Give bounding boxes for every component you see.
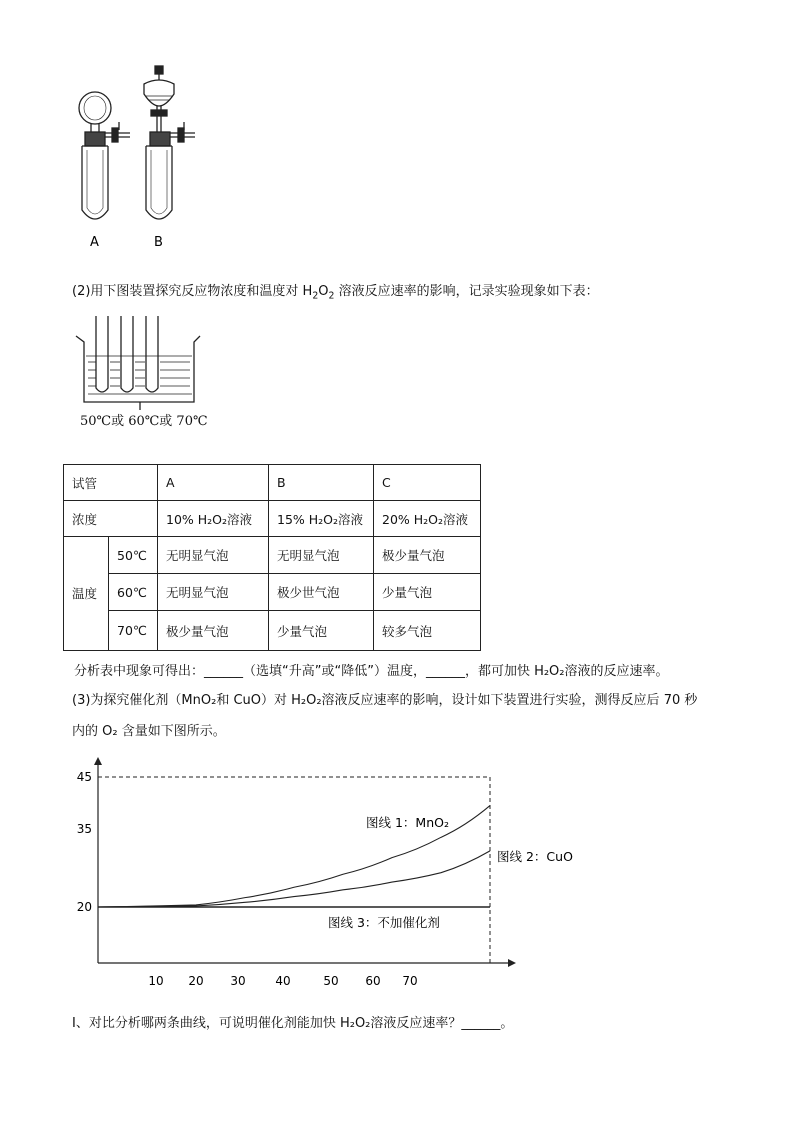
series-label-2: 图线 2：CuO — [497, 849, 573, 864]
series-label-3: 图线 3：不加催化剂 — [328, 915, 440, 930]
conc-b: 15% H₂O₂溶液 — [269, 501, 374, 537]
x-tick-label: 70 — [402, 974, 418, 988]
temp-70: 70℃ — [109, 611, 158, 651]
header-col-a: A — [158, 465, 269, 501]
x-tick-label: 10 — [148, 974, 164, 988]
header-col-c: C — [374, 465, 481, 501]
table-cell: 无明显气泡 — [158, 537, 269, 574]
table-cell: 无明显气泡 — [158, 574, 269, 611]
question-i-text: Ⅰ、对比分析哪两条曲线，可说明催化剂能加快 H₂O₂溶液反应速率？______。 — [72, 1016, 514, 1031]
table-cell: 极少世气泡 — [269, 574, 374, 611]
question-3-line1: (3)为探究催化剂（MnO₂和 CuO）对 H₂O₂溶液反应速率的影响，设计如下装置进行实验，测得反应后 70 秒 — [72, 693, 698, 708]
apparatus-b — [144, 66, 195, 219]
question-3-line2: 内的 O₂ 含量如下图所示。 — [72, 724, 226, 739]
chart-axes — [94, 757, 516, 967]
o2-chart — [60, 755, 573, 995]
y-axis-arrow — [94, 757, 102, 765]
question-2-text: (2)用下图装置探究反应物浓度和温度对 $H_2O_2$ 溶液反应速率的影响，记录实验现象如下表： — [72, 284, 599, 302]
series-label-1: 图线 1：MnO₂ — [366, 815, 449, 830]
x-tick-label: 40 — [275, 974, 291, 988]
table-cell: 少量气泡 — [374, 574, 481, 611]
header-col-b: B — [269, 465, 374, 501]
y-tick-label: 35 — [76, 822, 92, 836]
temp-50: 50℃ — [109, 537, 158, 574]
temp-60: 60℃ — [109, 574, 158, 611]
table-cell: 较多气泡 — [374, 611, 481, 651]
table-cell: 极少量气泡 — [374, 537, 481, 574]
x-axis-arrow — [508, 959, 516, 967]
apparatus-figure — [60, 60, 220, 260]
series-line-2 — [98, 851, 490, 907]
beaker — [76, 336, 200, 402]
y-tick-label: 20 — [76, 900, 92, 914]
x-tick-label: 60 — [365, 974, 381, 988]
x-tick-label: 50 — [323, 974, 339, 988]
chart-ticks — [77, 770, 418, 988]
x-tick-label: 30 — [230, 974, 246, 988]
apparatus-a — [79, 92, 130, 219]
test-tubes — [96, 316, 158, 392]
water-bath-figure — [70, 310, 210, 420]
y-tick-label: 45 — [76, 770, 92, 784]
water-bath-caption: 50℃或 60℃或 70℃ — [80, 414, 208, 429]
conc-a: 10% H₂O₂溶液 — [158, 501, 269, 537]
header-concentration: 浓度 — [64, 501, 158, 537]
table-cell: 无明显气泡 — [269, 537, 374, 574]
label-a: A — [90, 235, 99, 250]
header-temperature: 温度 — [64, 537, 109, 651]
table-cell: 极少量气泡 — [158, 611, 269, 651]
analysis-text: 分析表中现象可得出：______（选填“升高”或“降低”）温度，______，都可加快 H₂O₂溶液的反应速率。 — [74, 664, 669, 679]
results-table — [63, 464, 481, 651]
conc-c: 20% H₂O₂溶液 — [374, 501, 481, 537]
x-tick-label: 20 — [188, 974, 204, 988]
water-lines — [86, 356, 192, 394]
label-b: B — [154, 235, 163, 250]
table-cell: 少量气泡 — [269, 611, 374, 651]
header-tube: 试管 — [64, 465, 158, 501]
